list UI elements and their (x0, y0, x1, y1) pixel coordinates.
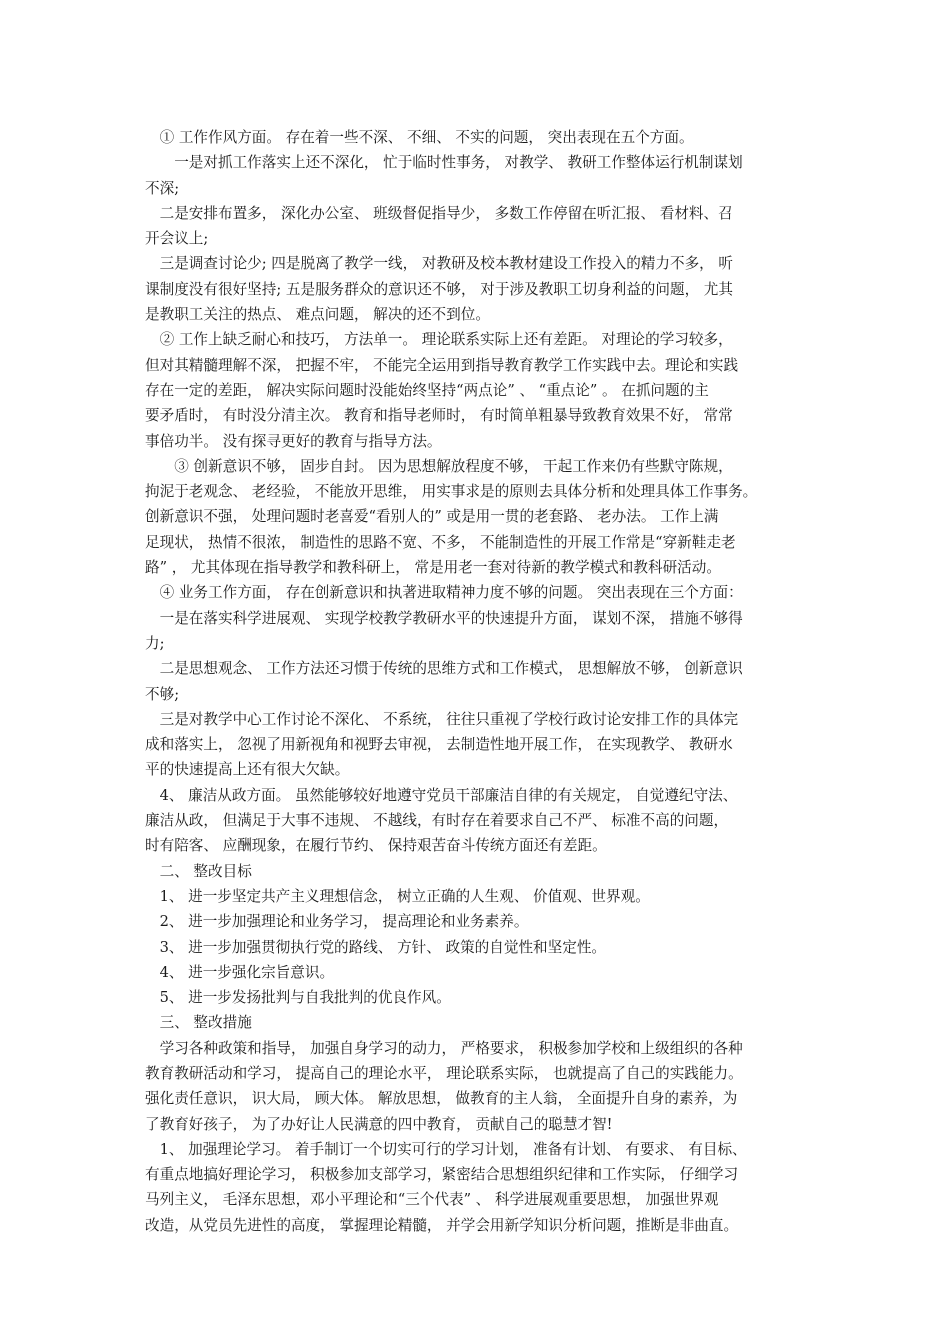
text-line: 2、 进一步加强理论和业务学习， 提高理论和业务素养。 (145, 913, 529, 931)
text-line: ② 工作上缺乏耐心和技巧， 方法单一。 理论联系实际上还有差距。 对理论的学习较多， (145, 331, 733, 349)
text-line: 要矛盾时， 有时没分清主次。 教育和指导老师时， 有时简单粗暴导致教育效果不好， 常常 (145, 407, 733, 425)
text-line: 成和落实上， 忽视了用新视角和视野去审视， 去制造性地开展工作， 在实现教学、 教研水 (145, 736, 733, 754)
text-line: 但对其精髓理解不深， 把握不牢， 不能完全运用到指导教育教学工作实践中去。理论和实践 (145, 356, 739, 374)
text-line: 4、 进一步强化宗旨意识。 (145, 963, 335, 981)
text-line: 三是调查讨论少; 四是脱离了教学一线， 对教研及校本教材建设工作投入的精力不多， 听 (145, 255, 733, 273)
text-line: 3、 进一步加强贯彻执行党的路线、 方针、 政策的自觉性和坚定性。 (145, 938, 607, 956)
text-line: ① 工作作风方面。 存在着一些不深、 不细、 不实的问题， 突出表现在五个方面。 (145, 129, 694, 146)
text-line: 一是对抓工作落实上还不深化， 忙于临时性事务， 对教学、 教研工作整体运行机制谋划 (145, 154, 743, 172)
text-line: 时有陪客、 应酬现象，在履行节约、 保持艰苦奋斗传统方面还有差距。 (145, 837, 607, 855)
text-line: 1、 加强理论学习。 着手制订一个切实可行的学习计划， 准备有计划、 有要求、 有目标、 (145, 1140, 747, 1158)
text-line: 不够; (145, 685, 180, 703)
text-line: 三是对教学中心工作讨论不深化、 不系统， 往往只重视了学校行政讨论安排工作的具体完 (145, 710, 739, 728)
text-line: 是教职工关注的热点、 难点问题， 解决的还不到位。 (145, 306, 490, 324)
text-line: 4、 廉洁从政方面。 虽然能够较好地遵守党员干部廉洁自律的有关规定， 自觉遵纪守法、 (145, 786, 738, 804)
text-line: 力; (145, 634, 165, 652)
text-line: 改造，从党员先进性的高度， 掌握理论精髓， 并学会用新学知识分析问题，推断是非曲直。 (145, 1216, 739, 1234)
text-line: 廉洁从政， 但满足于大事不违规、 不越线，有时存在着要求自己不严、 标准不高的问题， (145, 812, 729, 830)
text-line: 1、 进一步坚定共产主义理想信念， 树立正确的人生观、 价值观、世界观。 (145, 887, 650, 905)
text-line: 有重点地搞好理论学习， 积极参加支部学习，紧密结合思想组织纪律和工作实际， 仔细学习 (145, 1166, 739, 1184)
text-line: 马列主义， 毛泽东思想，邓小平理论和“三个代表” 、 科学进展观重要思想， 加强世界观 (145, 1191, 719, 1209)
text-line: 路” ， 尤其体现在指导教学和教科研上， 常是用老一套对待新的教学模式和教科研活动。 (145, 559, 721, 577)
text-line: 存在一定的差距， 解决实际问题时没能始终坚持“两点论” 、 “重点论” 。 在抓问题的主 (145, 381, 709, 399)
text-line: 足现状， 热情不很浓， 制造性的思路不宽、不多， 不能制造性的开展工作常是“穿新鞋走老 (145, 533, 736, 551)
text-line: ③ 创新意识不够， 固步自封。 因为思想解放程度不够， 干起工作来仍有些默守陈规， (145, 457, 733, 475)
text-line: 不深; (145, 179, 180, 197)
text-line: 开会议上; (145, 230, 209, 248)
text-line: 三、 整改措施 (145, 1014, 252, 1032)
text-line: 一是在落实科学进展观、 实现学校教学教研水平的快速提升方面， 谋划不深， 措施不够得 (145, 609, 743, 627)
document-body (145, 125, 825, 1238)
text-line: ④ 业务工作方面， 存在创新意识和执著进取精神力度不够的问题。 突出表现在三个方面： (145, 584, 743, 602)
text-line: 学习各种政策和指导， 加强自身学习的动力， 严格要求， 积极参加学校和上级组织的各种 (145, 1039, 743, 1057)
text-line: 二是安排布置多， 深化办公室、 班级督促指导少， 多数工作停留在听汇报、 看材料、召 (145, 204, 733, 222)
text-line: 二、 整改目标 (145, 862, 252, 880)
text-line: 二是思想观念、 工作方法还习惯于传统的思维方式和工作模式， 思想解放不够， 创新意识 (145, 660, 743, 678)
text-line: 教育教研活动和学习， 提高自己的理论水平， 理论联系实际， 也就提高了自己的实践能力。 (145, 1064, 743, 1082)
text-line: 事倍功半。 没有探寻更好的教育与指导方法。 (145, 432, 442, 450)
text-line: 平的快速提高上还有很大欠缺。 (145, 761, 350, 779)
text-line: 强化责任意识， 识大局， 顾大体。 解放思想， 做教育的主人翁， 全面提升自身的素养，为 (145, 1090, 738, 1108)
text-line: 了教育好孩子， 为了办好让人民满意的四中教育， 贡献自己的聪慧才智! (145, 1115, 613, 1133)
text-line: 创新意识不强， 处理问题时老喜爱“看别人的” 或是用一贯的老套路、 老办法。 工作上满 (145, 508, 719, 526)
text-line: 课制度没有很好坚持; 五是服务群众的意识还不够， 对于涉及教职工切身利益的问题， 尤其 (145, 280, 733, 298)
text-line: 拘泥于老观念、 老经验， 不能放开思维， 用实事求是的原则去具体分析和处理具体工作事务。 (145, 483, 758, 501)
text-line: 5、 进一步发扬批判与自我批判的优良作风。 (145, 989, 451, 1007)
